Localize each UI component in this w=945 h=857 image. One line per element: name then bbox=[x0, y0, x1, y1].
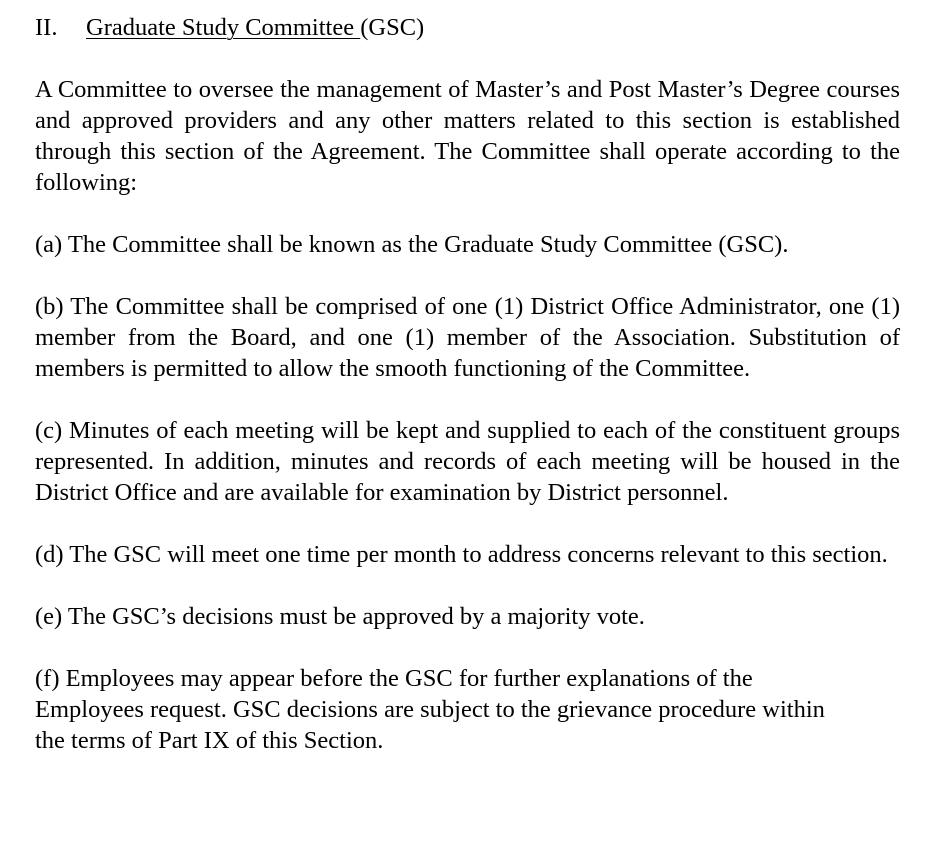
item-c-paragraph: (c) Minutes of each meeting will be kept and supplied to each of the constituent groups represented. In addition, minutes and records of each meeting will be housed in the District Office and are available for examination by District personnel. bbox=[35, 417, 900, 506]
intro-paragraph: A Committee to oversee the management of Master’s and Post Master’s Degree courses and approved providers and any other matters related to this section is established through this section of the Agreement. The Committee shall operate according to the following: bbox=[35, 76, 900, 196]
item-e-paragraph: (e) The GSC’s decisions must be approved by a majority vote. bbox=[35, 603, 645, 630]
section-heading bbox=[35, 12, 900, 43]
item-d-paragraph: (d) The GSC will meet one time per month to address concerns relevant to this section. bbox=[35, 541, 888, 568]
item-f-paragraph: (f) Employees may appear before the GSC for further explanations of the Employees request. GSC decisions are subject to the grievance procedure within the terms of Part IX of this Section. bbox=[35, 665, 825, 754]
section-number: II. bbox=[35, 14, 58, 41]
item-a-paragraph: (a) The Committee shall be known as the Graduate Study Committee (GSC). bbox=[35, 231, 789, 258]
section-title: Graduate Study Committee bbox=[86, 14, 361, 41]
section-title-suffix: (GSC) bbox=[360, 14, 425, 41]
document-page bbox=[35, 12, 900, 756]
item-b-paragraph: (b) The Committee shall be comprised of one (1) District Office Administrator, one (1) member from the Board, and one (1) member of the Association. Substitution of members is permitted to allow the smooth functioning of the Committee. bbox=[35, 293, 900, 382]
